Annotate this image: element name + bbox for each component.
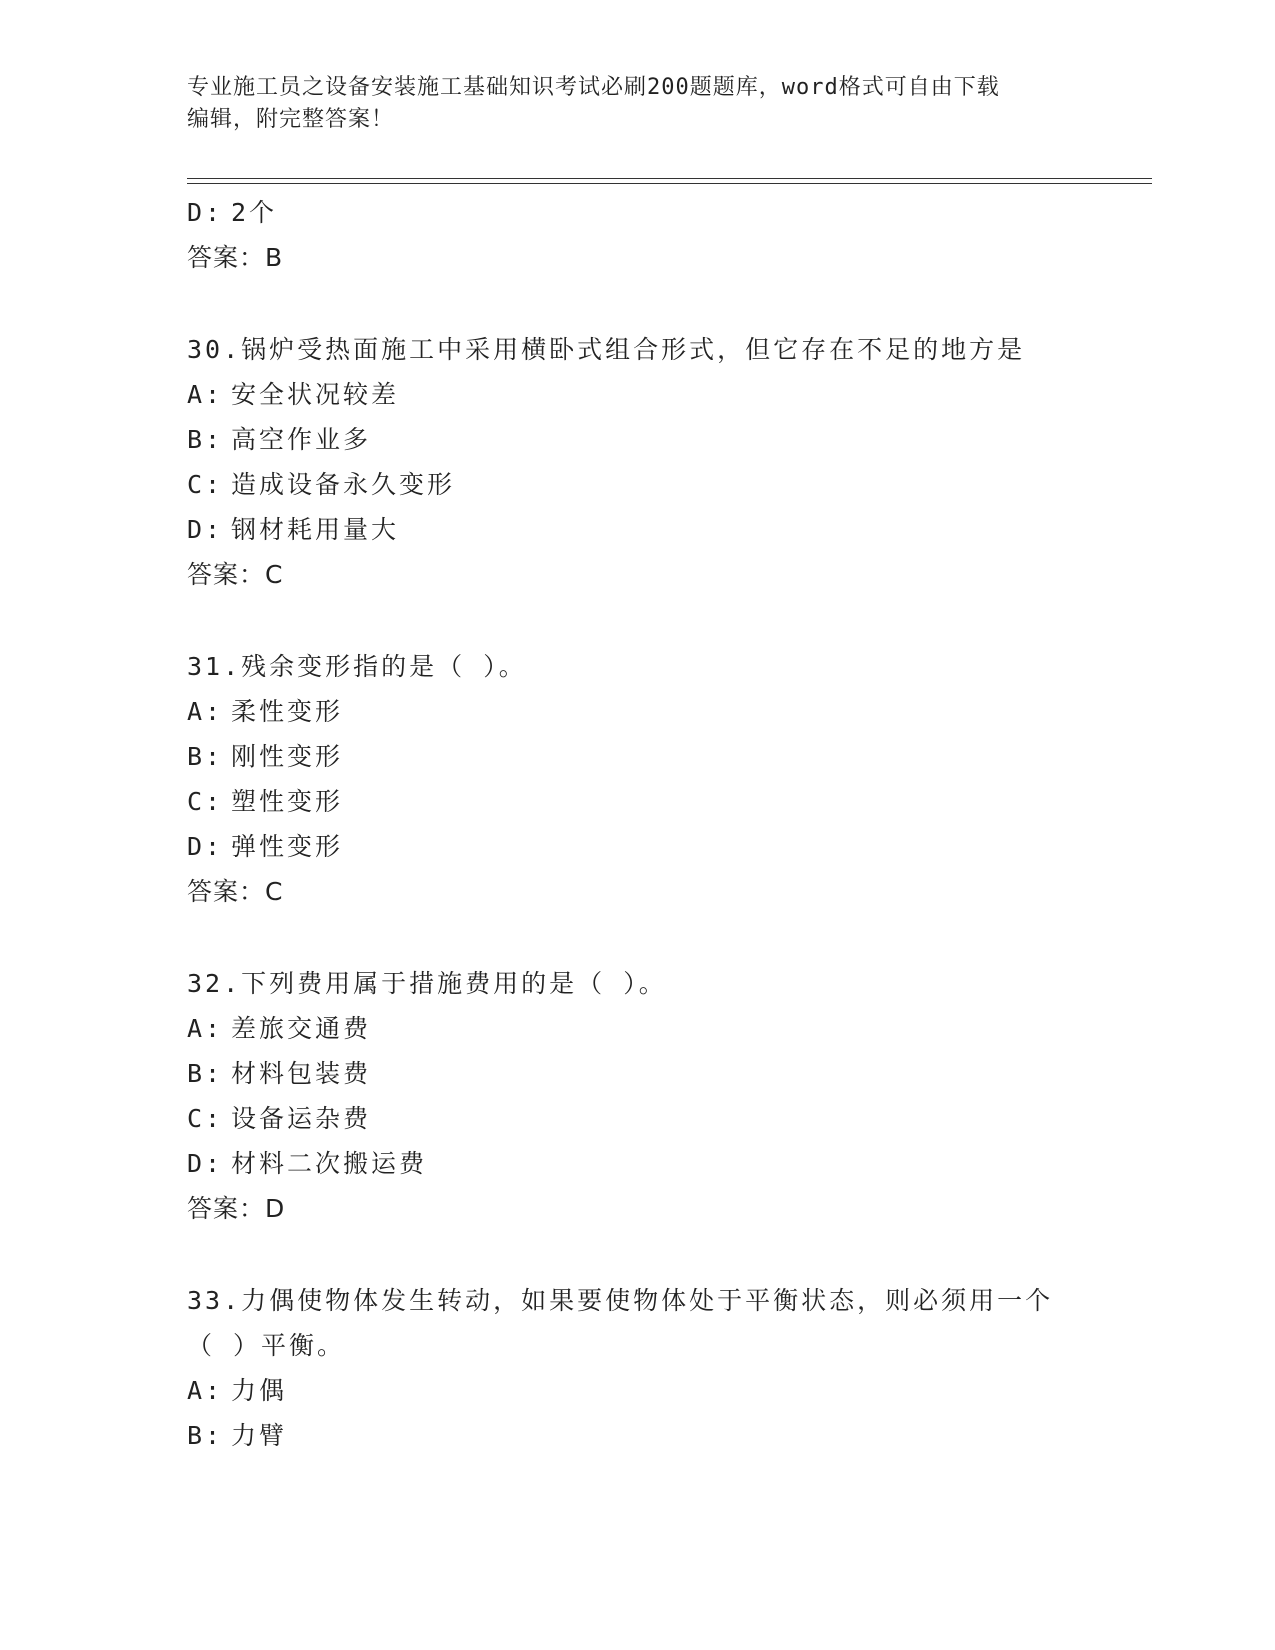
option-text: 塑性变形 (231, 787, 344, 816)
option-label: B: (187, 742, 224, 771)
header-divider-bottom (187, 183, 1152, 184)
option-label: C: (187, 787, 224, 816)
option-d (187, 824, 1087, 869)
answer: 答案：B (187, 243, 284, 272)
option-a (187, 372, 1087, 417)
option-label: A: (187, 1376, 224, 1405)
option-text: 2个 (231, 198, 278, 227)
question-stem: 32.下列费用属于措施费用的是（ ）。 (187, 969, 667, 998)
option-label: D: (187, 515, 224, 544)
answer: 答案：D (187, 1194, 286, 1223)
option-label: D: (187, 1149, 224, 1178)
option-label: C: (187, 1104, 224, 1133)
option-label: A: (187, 697, 224, 726)
option-text: 力偶 (231, 1376, 288, 1405)
option-text: 高空作业多 (231, 425, 372, 454)
option-a (187, 1006, 1087, 1051)
option-label: A: (187, 380, 224, 409)
option-c (187, 779, 1087, 824)
option-d (187, 507, 1087, 552)
option-label: D: (187, 832, 224, 861)
option-text: 柔性变形 (231, 697, 344, 726)
question-stem-line-2: （ ）平衡。 (187, 1331, 346, 1360)
option-d (187, 190, 1087, 235)
option-text: 材料包装费 (231, 1059, 372, 1088)
option-c (187, 1096, 1087, 1141)
answer: 答案：C (187, 560, 284, 589)
option-text: 安全状况较差 (231, 380, 400, 409)
option-b (187, 1413, 1087, 1458)
option-text: 材料二次搬运费 (231, 1149, 428, 1178)
header-title-line-2: 编辑，附完整答案！ (187, 107, 395, 132)
answer: 答案：C (187, 877, 284, 906)
question-list (187, 190, 1087, 1458)
option-label: B: (187, 425, 224, 454)
option-text: 力臂 (231, 1421, 288, 1450)
option-a (187, 689, 1087, 734)
option-text: 差旅交通费 (231, 1014, 372, 1043)
option-text: 设备运杂费 (231, 1104, 372, 1133)
option-text: 造成设备永久变形 (231, 470, 456, 499)
option-d (187, 1141, 1087, 1186)
option-text: 钢材耗用量大 (231, 515, 400, 544)
option-c (187, 462, 1087, 507)
question-stem: 31.残余变形指的是（ ）。 (187, 652, 527, 681)
option-text: 弹性变形 (231, 832, 344, 861)
option-label: C: (187, 470, 224, 499)
option-b (187, 734, 1087, 779)
option-label: D: (187, 198, 224, 227)
option-a (187, 1368, 1087, 1413)
question-stem-line-1: 33.力偶使物体发生转动，如果要使物体处于平衡状态，则必须用一个 (187, 1286, 1054, 1315)
option-label: B: (187, 1421, 224, 1450)
option-label: A: (187, 1014, 224, 1043)
question-stem: 30.锅炉受热面施工中采用横卧式组合形式，但它存在不足的地方是 (187, 335, 1026, 364)
document-header (187, 72, 1087, 136)
option-text: 刚性变形 (231, 742, 344, 771)
option-label: B: (187, 1059, 224, 1088)
header-divider-top (187, 178, 1152, 179)
option-b (187, 417, 1087, 462)
option-b (187, 1051, 1087, 1096)
header-title-line-1: 专业施工员之设备安装施工基础知识考试必刷200题题库，word格式可自由下载 (187, 75, 1000, 100)
